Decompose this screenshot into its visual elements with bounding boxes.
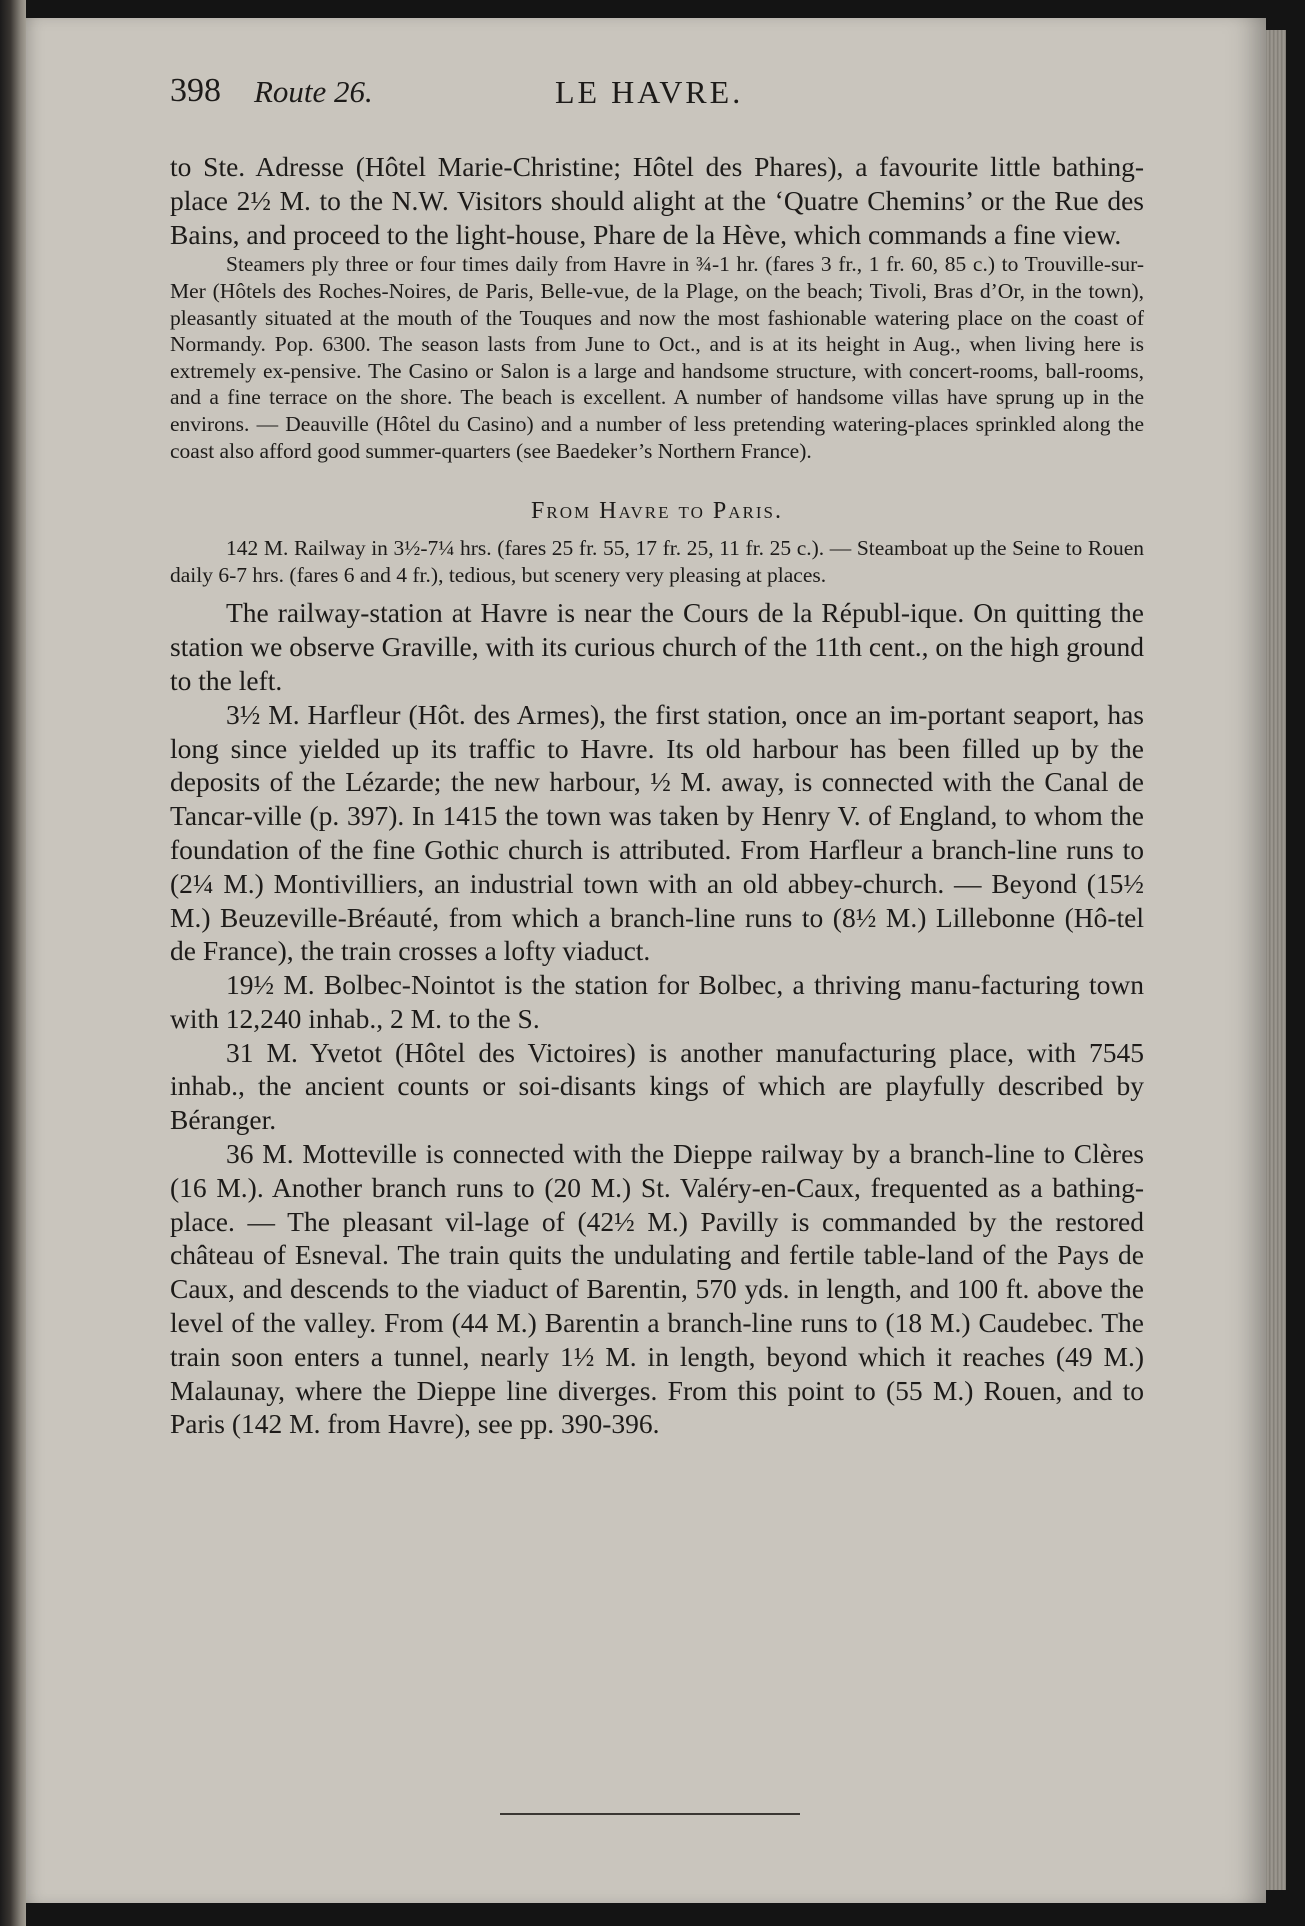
railway-note: 142 M. Railway in 3½-7¼ hrs. (fares 25 fr. 55, 17 fr. 25, 11 fr. 25 c.). — Steamboat up the Seine to Rouen daily 6-7 hrs. (fares 6 and 4 fr.), tedious, but scenery very pleasing at places. xyxy=(170,536,1144,587)
route-label: Route 26. xyxy=(254,74,373,109)
page-header xyxy=(170,72,1130,122)
book-spine-shadow xyxy=(0,0,26,1926)
closing-rule xyxy=(500,1813,800,1815)
steamers-note: Steamers ply three or four times daily from Havre in ¾-1 hr. (fares 3 fr., 1 fr. 60, 85 c.) to Trouville-sur-Mer (Hôtels des Roches-Noires, de Paris, Belle-vue, de la Plage, on the beach; Tivoli, Bras d’Or, in the town), pleasantly situated at the mouth of the Touques and now the most fashionable watering place on the coast of Normandy. Pop. 6300. The season lasts from June to Oct., and is at its height in Aug., when living here is extremely ex-pensive. The Casino or Salon is a large and handsome structure, with concert-rooms, ball-rooms, and a fine terrace on the shore. The beach is excellent. A number of handsome villas have sprung up in the environs. — Deauville (Hôtel du Casino) and a number of less pretending watering-places sprinkled along the coast also afford good summer-quarters (see Baedeker’s Northern France). xyxy=(170,252,1144,463)
paragraph-station: The railway-station at Havre is near the Cours de la Républ-ique. On quitting the station we observe Graville, with its curious church of the 11th cent., on the high ground to the left. xyxy=(170,597,1144,696)
paragraph-motteville: 36 M. Motteville is connected with the Dieppe railway by a branch-line to Clères (16 M.). Another branch runs to (20 M.) St. Valéry-en-Caux, frequented as a bathing-place. — The pleasant vil-lage of (42½ M.) Pavilly is commanded by the restored château of Esneval. The train quits the undulating and fertile table-land of the Pays de Caux, and descends to the viaduct of Barentin, 570 yds. in length, and 100 ft. above the level of the valley. From (44 M.) Barentin a branch-line runs to (18 M.) Caudebec. The train soon enters a tunnel, nearly 1½ M. in length, beyond which it reaches (49 M.) Malaunay, where the Dieppe line diverges. From this point to (55 M.) Rouen, and to Paris (142 M. from Havre), see pp. 390-396. xyxy=(170,1138,1144,1440)
section-title: From Havre to Paris. xyxy=(531,498,783,525)
page-number: 398 xyxy=(170,72,221,109)
page-edges xyxy=(1266,30,1286,1890)
paragraph-harfleur: 3½ M. Harfleur (Hôt. des Armes), the first station, once an im-portant seaport, has long since yielded up its traffic to Havre. Its old harbour has been filled up by the deposits of the Lézarde; the new harbour, ½ M. away, is connected with the Canal de Tancar-ville (p. 397). In 1415 the town was taken by Henry V. of England, to whom the foundation of the fine Gothic church is attributed. From Harfleur a branch-line runs to (2¼ M.) Montivilliers, an industrial town with an old abbey-church. — Beyond (15½ M.) Beuzeville-Bréauté, from which a branch-line runs to (8½ M.) Lillebonne (Hô-tel de France), the train crosses a lofty viaduct. xyxy=(170,698,1144,967)
intro-paragraph: to Ste. Adresse (Hôtel Marie-Christine; Hôtel des Phares), a favourite little bathing-place 2½ M. to the N.W. Visitors should alight at the ‘Quatre Chemins’ or the Rue des Bains, and proceed to the light-house, Phare de la Hève, which commands a fine view. xyxy=(170,151,1144,250)
paragraph-yvetot: 31 M. Yvetot (Hôtel des Victoires) is another manufacturing place, with 7545 inhab., the ancient counts or soi-disants kings of which are playfully described by Béranger. xyxy=(170,1036,1144,1136)
running-head: LE HAVRE. xyxy=(555,74,744,110)
paragraph-bolbec: 19½ M. Bolbec-Nointot is the station for Bolbec, a thriving manu-facturing town with 12,240 inhab., 2 M. to the S. xyxy=(170,969,1144,1034)
page-body xyxy=(170,150,1144,1441)
